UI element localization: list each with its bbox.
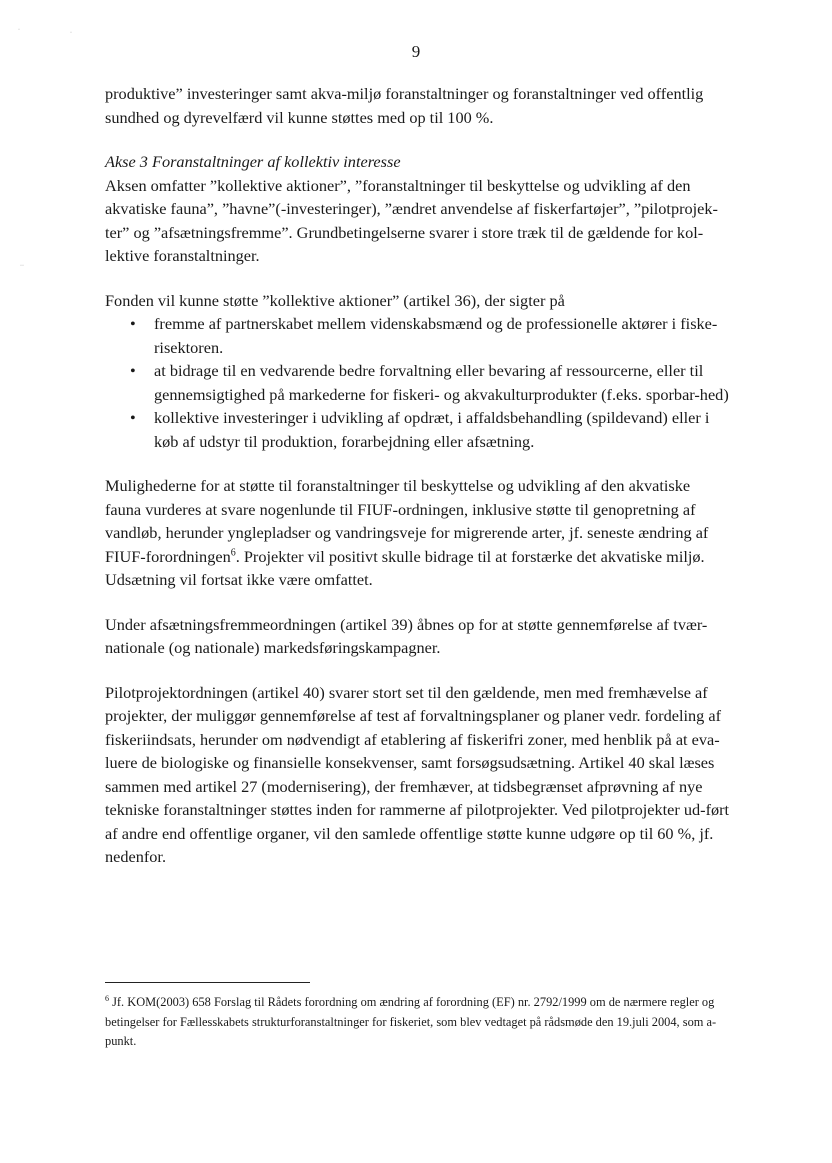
bullet-marker: • <box>130 314 136 333</box>
paragraph-pilot: Pilotprojektordningen (artikel 40) svarer stort set til den gældende, men med fremhævelse af projekter, der muliggør gennemførelse af test af forvaltningsplaner og planer vedr. fordeling af fiskeriindsats, herunder om nødvendigt af etablering af fiskerifri zoner, med henblik på at eva-luere de biologiske og finansielle konsekvenser, samt forsøgsudsætning. Artikel 40 skal læses sammen med artikel 27 (modernisering), der fremhæver, at tidsbegrænset afprøvning af nye tekniske foranstaltninger støttes inden for rammerne af pilotprojekter. Ved pilotprojekter ud-ført af andre end offentlige organer, vil den samlede offentlige støtte kunne udgøre op til 60 %, jf. nedenfor. <box>105 682 730 866</box>
bullet-text: kollektive investeringer i udvikling af opdræt, i affaldsbehandling (spildevand) eller i køb af udstyr til produktion, forarbejdning eller afsætning. <box>154 408 710 451</box>
paragraph-axis-3: Aksen omfatter ”kollektive aktioner”, ”foranstaltninger til beskyttelse og udvikling af den akvatiske fauna”, ”havne”(-investeringer), ”ændret anvendelse af fiskerfartøjer”, ”pilotprojek-ter” og ”afsætningsfremme”. Grundbetingelserne svarer i store træk til de gældende for kol-lektive foranstaltninger. <box>105 175 718 265</box>
scan-speck: · <box>18 27 20 33</box>
scan-speck: · <box>70 30 72 36</box>
footnote-marker: 6 <box>105 993 109 1003</box>
bullet-marker: • <box>130 408 136 427</box>
bullet-item <box>105 312 730 359</box>
bullet-item <box>105 406 730 453</box>
page-number: 9 <box>411 42 421 61</box>
bullet-text: fremme af partnerskabet mellem videnskabsmænd og de professionelle aktører i fiske-risektoren. <box>154 314 718 357</box>
bullet-list <box>105 312 730 453</box>
fauna-text-part-2: . Projekter vil positivt skulle bidrage til at forstærke det akvatiske miljø. Udsætning vil fortsat ikke være omfattet. <box>105 546 705 589</box>
footnote-reference: 6 <box>230 547 236 559</box>
body-text <box>105 82 730 869</box>
paragraph-marketing: Under afsætningsfremmeordningen (artikel 39) åbnes op for at støtte gennemførelse af tvær-nationale (og nationale) markedsføringskampagner. <box>105 614 708 657</box>
paragraph-gap <box>105 129 730 150</box>
footnote <box>105 993 745 1052</box>
paragraph-gap <box>105 268 730 289</box>
fauna-text-part-1: Mulighederne for at støtte til foranstaltninger til beskyttelse og udvikling af den akvatiske fauna vurderes at svare nogenlunde til FIUF-ordningen, inklusive støtte til genopretning af vandløb, herunder ynglepladser og vandringsveje for migrerende arter, jf. seneste ændring af FIUF-forordningen <box>105 476 709 566</box>
bullet-item <box>105 359 730 406</box>
bullet-marker: • <box>130 361 136 380</box>
footnote-separator <box>105 982 310 983</box>
paragraph-continuation: produktive” investeringer samt akva-miljø foranstaltninger og foranstaltninger ved offentlig sundhed og dyrevelfærd vil kunne støttes med op til 100 %. <box>105 84 704 127</box>
paragraph-fauna <box>105 474 730 592</box>
paragraph-gap <box>105 453 730 474</box>
bullet-text: at bidrage til en vedvarende bedre forvaltning eller bevaring af ressourcerne, eller til gennemsigtighed på markederne for fiskeri- og akvakulturprodukter (f.eks. sporbar-hed) <box>154 361 729 404</box>
paragraph-fund-intro: Fonden vil kunne støtte ”kollektive aktioner” (artikel 36), der sigter på <box>105 290 565 310</box>
paragraph-gap <box>105 660 730 681</box>
footnote-text: Jf. KOM(2003) 658 Forslag til Rådets forordning om ændring af forordning (EF) nr. 2792/1999 om de nærmere regler og betingelser for Fællesskabets strukturforanstaltninger for fiskeriet, som blev vedtaget på rådsmøde den 19.juli 2004, som a-punkt. <box>105 995 717 1048</box>
paragraph-gap <box>105 592 730 613</box>
section-heading-axis-3: Akse 3 Foranstaltninger af kollektiv interesse <box>105 152 401 171</box>
scan-speck: ·· <box>20 263 24 269</box>
